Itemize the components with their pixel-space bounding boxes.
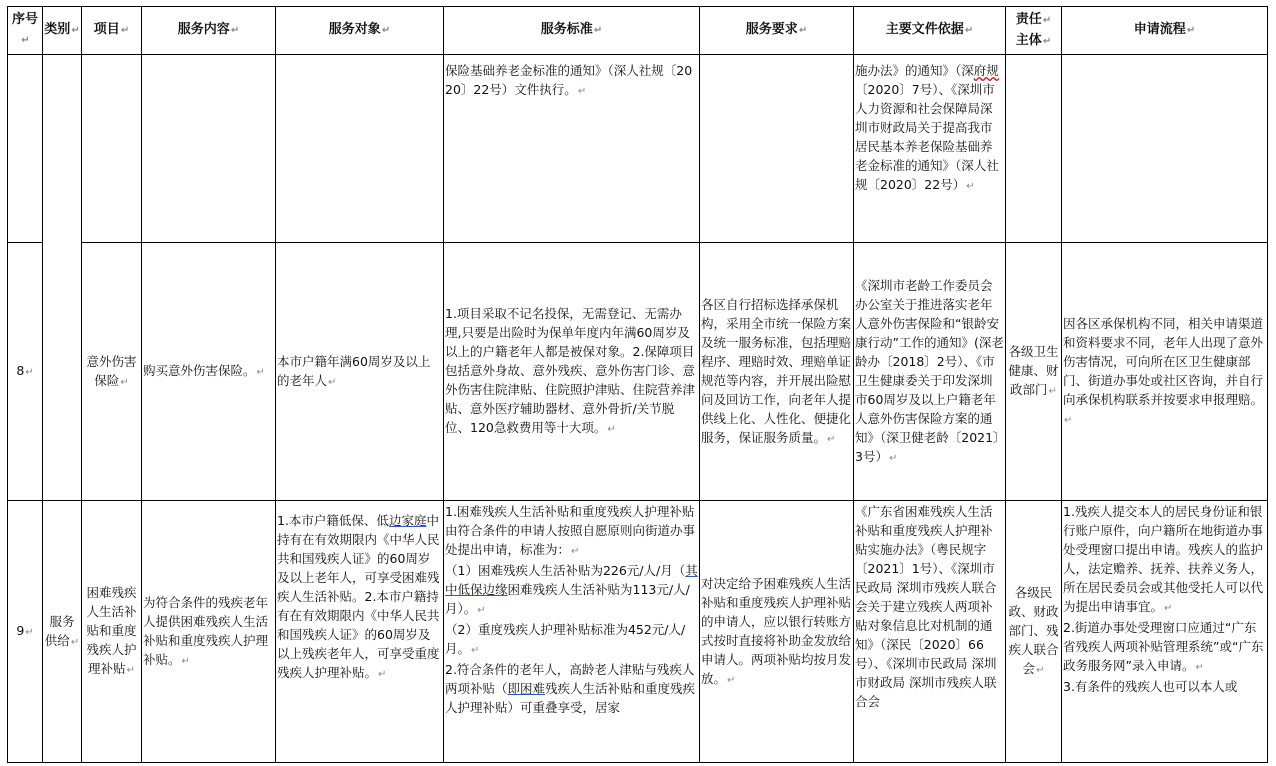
row9-standard: 1.困难残疾人生活补贴和重度残疾人护理补贴由符合条件的申请人按照自愿原则向街道办事处提出申请，标准为：↵ （1）困难残疾人生活补贴为226元/人/月（其中低保边缘困难残疾人生活补贴为113元/人/月）。↵ （2）重度残疾人护理补贴标准为452元/人/月。↵ 2.符合条件的老年人，高龄老人津贴与残疾人两项补贴（即困难残疾人生活补贴和重度残疾人护理补贴）可重叠享受，居家 — [444, 501, 700, 763]
header-category: 类别↵ — [43, 7, 82, 55]
row9-seq: 9↵ — [8, 501, 43, 763]
row9-content: 为符合条件的残疾老年人提供困难残疾人生活补贴和重度残疾人护理补贴。↵ — [142, 501, 276, 763]
row9-category: 服务供给↵ — [43, 501, 82, 763]
row8-target: 本市户籍年满60周岁及以上的老年人↵ — [276, 243, 444, 501]
header-seq: 序号↵ — [8, 7, 43, 55]
header-target: 服务对象↵ — [276, 7, 444, 55]
header-basis: 主要文件依据↵ — [854, 7, 1006, 55]
row9-responsible: 各级民政、财政部门、残疾人联合会↵ — [1006, 501, 1062, 763]
row8-item: 意外伤害保险↵ — [82, 243, 142, 501]
header-requirement: 服务要求↵ — [700, 7, 854, 55]
row9-requirement: 对决定给予困难残疾人生活补贴和重度残疾人护理补贴的申请人，应以银行转账方式按时直接将补助金发放给申请人。两项补贴均按月发放。↵ — [700, 501, 854, 763]
row8-basis: 《深圳市老龄工作委员会办公室关于推进落实老年人意外伤害保险和“银龄安康行动”工作的通知》(深老龄办〔2018〕2号）、《市卫生健康委关于印发深圳市60周岁及以上户籍老年人意外伤害保险方案的通知》（深卫健老龄〔2021〕3号）↵ — [854, 243, 1006, 501]
table-row — [8, 501, 1268, 763]
row8-seq: 8↵ — [8, 243, 43, 501]
row7-standard: 保险基础养老金标准的通知》（深人社规〔2020〕22号）文件执行。↵ — [444, 55, 700, 243]
row9-process: 1.残疾人提交本人的居民身份证和银行账户原件，向户籍所在地街道办事处受理窗口提出申请。残疾人的监护人，法定赡养、抚养、扶养义务人，所在居民委员会或其他受托人可以代为提出申请事宜。↵ 2.街道办事处受理窗口应通过“广东省残疾人两项补贴管理系统”或“广东政务服务网”录入申请。↵ 3.有条件的残疾人也可以本人或 — [1062, 501, 1268, 763]
header-responsible: 责任↵ 主体↵ — [1006, 7, 1062, 55]
row8-process: 因各区承保机构不同，相关申请渠道和资料要求不同，老年人出现了意外伤害情况，可向所在区卫生健康部门、街道办事处或社区咨询，并自行向承保机构联系并按要求申报理赔。↵ — [1062, 243, 1268, 501]
header-content: 服务内容↵ — [142, 7, 276, 55]
table-row — [8, 55, 1268, 243]
row8-responsible: 各级卫生健康、财政部门↵ — [1006, 243, 1062, 501]
header-row — [8, 7, 1268, 55]
header-item: 项目↵ — [82, 7, 142, 55]
row9-basis: 《广东省困难残疾人生活补贴和重度残疾人护理补贴实施办法》（粤民规字〔2021〕1号）、《深圳市民政局 深圳市残疾人联合会关于建立残疾人两项补贴对象信息比对机制的通知》（深民〔2020〕66号）、《深圳市民政局 深圳市财政局 深圳市残疾人联合会 — [854, 501, 1006, 763]
header-process: 申请流程↵ — [1062, 7, 1268, 55]
header-standard: 服务标准↵ — [444, 7, 700, 55]
service-table — [7, 6, 1268, 763]
row8-content: 购买意外伤害保险。↵ — [142, 243, 276, 501]
row8-standard: 1.项目采取不记名投保，无需登记、无需办理,只要是出险时为保单年度内年满60周岁及以上的户籍老年人都是被保对象。2.保障项目包括意外身故、意外残疾、意外伤害门诊、意外伤害住院津贴、住院照护津贴、住院营养津贴、意外医疗辅助器材、意外骨折/关节脱位、120急救费用等十大项。↵ — [444, 243, 700, 501]
row7-basis: 施办法》的通知》（深府规〔2020〕7号）、《深圳市人力资源和社会保障局深圳市财政局关于提高我市居民基本养老保险基础养老金标准的通知》（深人社规〔2020〕22号）↵ — [854, 55, 1006, 243]
row8-requirement: 各区自行招标选择承保机构，采用全市统一保险方案及统一服务标准，包括理赔程序、理赔时效、理赔单证规范等内容，并开展出险慰问及回访工作，向老年人提供线上化、人性化、便捷化服务，保证服务质量。↵ — [700, 243, 854, 501]
table-row — [8, 243, 1268, 501]
row9-target: 1.本市户籍低保、低边家庭中持有在有效期限内《中华人民共和国残疾人证》的60周岁及以上老年人，可享受困难残疾人生活补贴。2.本市户籍持有在有效期限内《中华人民共和国残疾人证》的60周岁及以上残疾老年人，可享受重度残疾人护理补贴。↵ — [276, 501, 444, 763]
row9-item: 困难残疾人生活补贴和重度残疾人护理补贴↵ — [82, 501, 142, 763]
